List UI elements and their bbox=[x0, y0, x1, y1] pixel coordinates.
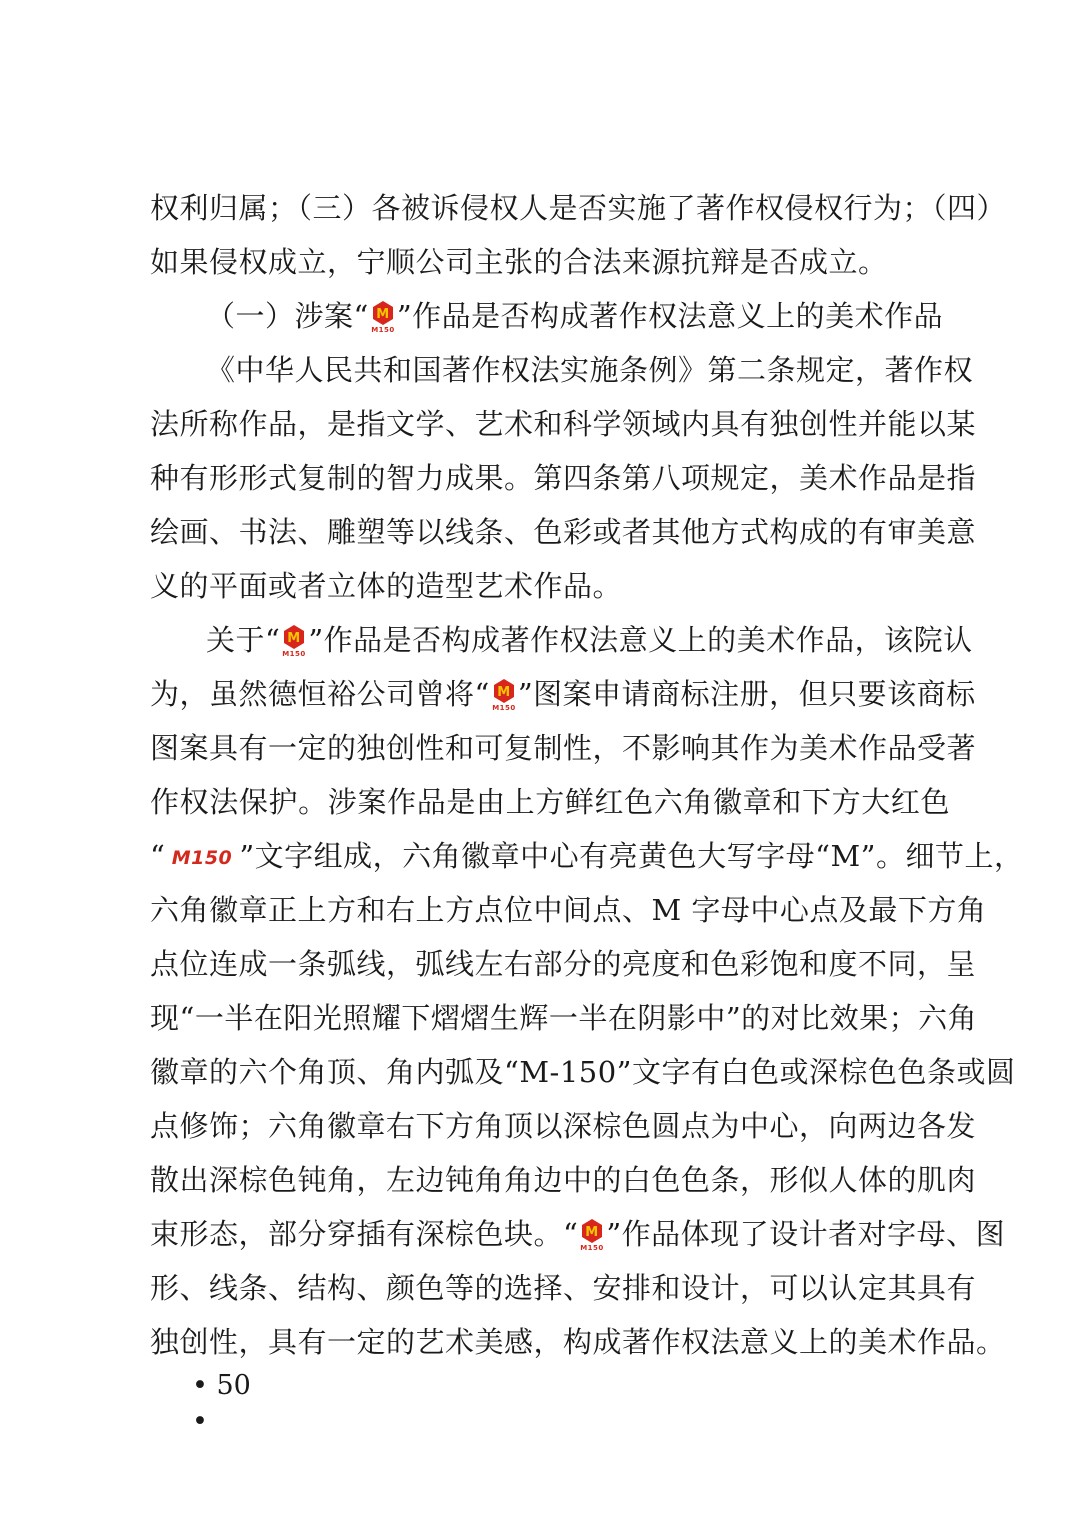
text-run: 独创性，具有一定的艺术美感，构成著作权法意义上的美术作品。 bbox=[150, 1325, 1006, 1359]
paragraph-line bbox=[150, 836, 1024, 876]
paragraph-line bbox=[150, 566, 950, 606]
text-run: 图案具有一定的独创性和可复制性，不影响其作为美术作品受著 bbox=[150, 731, 977, 765]
svg-text:M150: M150 bbox=[282, 650, 307, 658]
svg-text:M150: M150 bbox=[492, 704, 516, 712]
text-run: 现“一半在阳光照耀下熠熠生辉一半在阴影中”的对比效果；六角 bbox=[150, 1001, 978, 1035]
paragraph-line bbox=[206, 620, 973, 660]
paragraph-line bbox=[150, 1106, 977, 1146]
svg-text:M150: M150 bbox=[371, 326, 395, 334]
paragraph-line bbox=[150, 1322, 1006, 1362]
text-run: 法所称作品，是指文学、艺术和科学领域内具有独创性并能以某 bbox=[150, 407, 977, 441]
svg-text:M: M bbox=[376, 307, 390, 322]
paragraph-line bbox=[150, 944, 977, 984]
paragraph-line bbox=[206, 350, 974, 390]
text-run: （一）涉案“ bbox=[206, 299, 369, 333]
svg-text:M150: M150 bbox=[172, 847, 233, 868]
paragraph-line bbox=[150, 782, 950, 822]
paragraph-line bbox=[150, 1214, 1006, 1254]
text-run: 权利归属；（三）各被诉侵权人是否实施了著作权侵权行为；（四） bbox=[150, 191, 1007, 225]
text-run: 散出深棕色钝角，左边钝角角边中的白色色条，形似人体的肌肉 bbox=[150, 1163, 977, 1197]
paragraph-line bbox=[150, 1268, 977, 1308]
svg-text:M: M bbox=[287, 631, 302, 646]
text-run: ”图案申请商标注册，但只要该商标 bbox=[517, 677, 976, 711]
text-run: 点修饰；六角徽章右下方角顶以深棕色圆点为中心，向两边各发 bbox=[150, 1109, 977, 1143]
paragraph-line bbox=[150, 404, 977, 444]
paragraph-line bbox=[150, 1052, 1016, 1092]
text-run: ”作品体现了设计者对字母、图 bbox=[606, 1217, 1006, 1251]
text-run: 束形态，部分穿插有深棕色块。“ bbox=[150, 1217, 579, 1251]
paragraph-line bbox=[150, 188, 1007, 228]
m150-badge-logo-icon bbox=[579, 1218, 605, 1252]
m150-wordmark-icon bbox=[166, 846, 238, 868]
m150-badge-logo-icon bbox=[370, 300, 396, 334]
text-run: 形、线条、结构、颜色等的选择、安排和设计，可以认定其具有 bbox=[150, 1271, 977, 1305]
paragraph-line bbox=[150, 512, 977, 552]
text-run: ”文字组成，六角徽章中心有亮黄色大写字母“M”。细节上， bbox=[239, 839, 1024, 873]
paragraph-line bbox=[150, 674, 976, 714]
svg-text:M: M bbox=[585, 1225, 600, 1240]
text-run: 关于“ bbox=[206, 623, 281, 657]
paragraph-line bbox=[150, 728, 977, 768]
svg-text:M: M bbox=[497, 685, 511, 700]
text-run: 如果侵权成立，宁顺公司主张的合法来源抗辩是否成立。 bbox=[150, 245, 888, 279]
paragraph-line bbox=[150, 242, 950, 282]
svg-text:M150: M150 bbox=[580, 1244, 605, 1252]
text-run: 徽章的六个角顶、角内弧及“M-150”文字有白色或深棕色色条或圆 bbox=[150, 1055, 1016, 1089]
paragraph-line bbox=[150, 458, 977, 498]
text-run: 种有形形式复制的智力成果。第四条第八项规定，美术作品是指 bbox=[150, 461, 977, 495]
text-run: “ bbox=[150, 839, 166, 873]
text-run: 义的平面或者立体的造型艺术作品。 bbox=[150, 569, 623, 603]
paragraph-line bbox=[150, 1160, 977, 1200]
text-run: ”作品是否构成著作权法意义上的美术作品 bbox=[396, 299, 944, 333]
m150-badge-logo-icon bbox=[281, 624, 307, 658]
page-number: • 50 • bbox=[192, 1370, 251, 1437]
paragraph-line bbox=[150, 890, 987, 930]
section-heading bbox=[206, 296, 950, 336]
text-run: 为，虽然德恒裕公司曾将“ bbox=[150, 677, 490, 711]
text-run: 六角徽章正上方和右上方点位中间点、M 字母中心点及最下方角 bbox=[150, 893, 987, 927]
text-run: 点位连成一条弧线，弧线左右部分的亮度和色彩饱和度不同，呈 bbox=[150, 947, 977, 981]
text-run: 作权法保护。涉案作品是由上方鲜红色六角徽章和下方大红色 bbox=[150, 785, 950, 819]
paragraph-line bbox=[150, 998, 978, 1038]
text-run: 《中华人民共和国著作权法实施条例》第二条规定，著作权 bbox=[206, 353, 974, 387]
m150-badge-logo-icon bbox=[491, 678, 517, 712]
text-run: ”作品是否构成著作权法意义上的美术作品，该院认 bbox=[308, 623, 973, 657]
text-run: 绘画、书法、雕塑等以线条、色彩或者其他方式构成的有审美意 bbox=[150, 515, 977, 549]
